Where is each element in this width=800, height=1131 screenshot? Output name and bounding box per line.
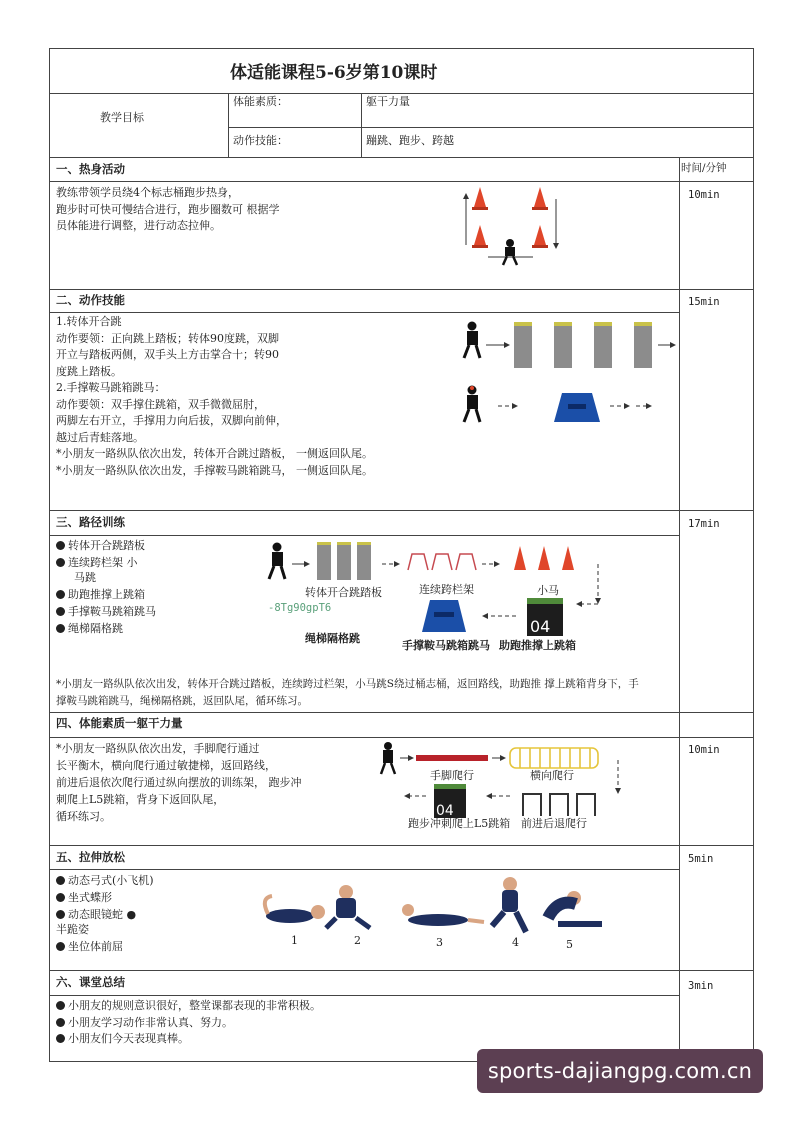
divider [228,127,754,128]
divider [49,995,679,996]
caption-jump-board: 转体开合跳踏板 [305,586,382,599]
motor-skill-key: 动作技能： [233,134,288,147]
box-number: 04 [530,617,551,636]
caption-sprint-box: 跑步冲刺爬上L5跳箱 [408,817,511,830]
warmup-cone-diagram [458,185,568,270]
bullet-dot [56,607,65,616]
stretch-time: 5min [688,853,714,865]
box-number: 04 [436,803,454,819]
divider [361,93,362,157]
pose-number: 2 [354,934,361,947]
path-time: 17min [688,518,720,530]
cone-icon [562,546,574,570]
step-board-icon [357,542,371,580]
divider [49,181,754,182]
step-board-icon [317,542,331,580]
bow-pose-figure [265,896,325,923]
child-runner-icon [269,543,285,580]
pose-number: 4 [512,936,519,949]
skills-time: 15min [688,296,720,308]
cone-icon [472,187,488,210]
jump-box-icon [527,598,563,636]
caption-rope-ladder: 绳梯隔格跳 [305,632,360,645]
objectives-label: 教学目标 [100,111,144,124]
cone-icon [514,546,526,570]
seated-forward-bend-figure [548,891,602,924]
stretch-bullet-continuation: 半跪姿 [56,923,89,936]
path-bullet-continuation: 马跳 [74,571,96,584]
fitness-quality-value: 躯干力量 [366,95,410,108]
step-board-icon [554,322,572,368]
cone-icon [532,187,548,210]
bullet-dot [56,558,65,567]
summary-bullet: 小朋友们今天表现真棒。 [56,1031,189,1048]
divider [49,312,679,313]
cone-icon [538,546,550,570]
child-runner-icon [464,386,480,423]
stretch-bullet: 坐式蝶形 [56,890,112,907]
stretch-poses-illustration [258,874,608,954]
path-bullet: 助跑推撑上跳箱 [56,587,145,604]
path-bullet: 转体开合跳踏板 [56,538,145,555]
core-description: *小朋友一路纵队依次出发，手脚爬行通过 长平衡木，横向爬行通过敏捷梯，返回路线， 前进后退依次爬行通过纵向摆放的训练架， 跑步冲 刺爬上L5跳箱，背身下返回队尾， 循环练习。 [56,742,302,823]
bullet-dot [56,893,65,902]
section-heading-stretch: 五、拉伸放松 [56,850,125,864]
caption-vault-box: 手撑鞍马跳箱跳马 [402,639,490,652]
section-heading-path: 三、路径训练 [56,515,125,529]
vault-box-icon [554,393,600,422]
caption-hand-foot-crawl: 手脚爬行 [430,769,474,782]
divider [49,970,754,971]
child-runner-icon [503,239,517,265]
training-frame-icon [523,794,595,816]
divider [49,712,754,713]
section-heading-summary: 六、课堂总结 [56,975,125,989]
divider [49,535,679,536]
bullet-dot [56,876,65,885]
caption-forward-back-crawl: 前进后退爬行 [521,817,587,830]
divider [49,869,679,870]
fitness-quality-key: 体能素质： [233,95,288,108]
path-note: *小朋友一路纵队依次出发，转体开合跳过踏板，连续跨过栏架，小马跳S绕过桶志桶，返回路线，助跑推 撑上跳箱背身下，手 撑鞍马跳箱跳马，绳梯隔格跳，返回队尾，循环练习。 [56,678,639,707]
divider [49,157,754,158]
vault-box-icon [422,600,466,632]
summary-bullet: 小朋友的规则意识很好，整堂课都表现的非常积极。 [56,998,321,1015]
skills-description: 1.转体开合跳 动作要领：正向跳上踏板；转体90度跳，双脚 开立与踏板两侧，双手头上方击掌合十；转90 度跳上踏板。 2.手撑鞍马跳箱跳马： 动作要领：双手撑住跳箱，双手微微屈肘， 两脚左右开立，手撑用力向后拔，双脚向前伸， 越过后青蛙落地。 *小朋友一路纵队依次出发，转体开合跳过踏板， 一侧返回队尾。 *小朋友一路纵队依次出发，手撑鞍马跳箱跳马， 一侧返回队尾。 [56,315,373,477]
bullet-dot [56,624,65,633]
time-column-header: 时间/分钟 [681,162,727,174]
core-time: 10min [688,744,720,756]
caption-pony: 小马 [537,584,559,597]
step-board-icon [337,542,351,580]
section-heading-warmup: 一、热身活动 [56,162,125,176]
caption-code: -8Tg90gpT6 [268,602,332,614]
divider [679,157,680,1062]
pose-number: 3 [436,936,443,949]
child-runner-icon [381,742,395,774]
pose-number: 1 [291,934,298,947]
summary-time: 3min [688,980,714,992]
hurdle-icon [408,554,476,570]
warmup-time: 10min [688,189,720,201]
jump-box-icon [434,784,466,819]
section-heading-skills: 二、动作技能 [56,293,125,307]
stretch-bullet: 坐位体前屈 [56,939,123,956]
bullet-dot [56,910,65,919]
caption-side-crawl: 横向爬行 [530,769,574,782]
bullet-dot [56,1034,65,1043]
page-title: 体适能课程5-6岁第10课时 [230,63,438,83]
skills-diagram [458,318,680,433]
stretch-bullet: 动态眼镜蛇 ● [56,907,136,924]
bullet-dot [56,942,65,951]
bullet-dot [56,541,65,550]
cone-icon [532,225,548,248]
stretch-bullet: 动态弓式(小飞机) [56,873,154,890]
divider [49,510,754,511]
divider [49,289,754,290]
divider [49,737,754,738]
agility-ladder-icon [510,748,598,768]
balance-beam-icon [416,755,488,761]
path-bullet: 连续跨栏架 小 [56,555,138,572]
cone-icon [472,225,488,248]
bullet-dot [56,590,65,599]
half-kneel-pose-figure [492,877,526,932]
step-board-icon [514,322,532,368]
summary-bullet: 小朋友学习动作非常认真、努力。 [56,1015,233,1032]
divider [49,845,754,846]
step-board-icon [634,322,652,368]
bullet-dot [56,1001,65,1010]
bullet-dot [56,1018,65,1027]
butterfly-pose-figure [326,885,370,928]
divider [228,93,229,157]
section-heading-core: 四、体能素质一躯干力量 [56,716,183,730]
step-board-icon [594,322,612,368]
watermark-link[interactable]: sports-dajiangpg.com.cn [477,1049,763,1093]
caption-run-up-box: 助跑推撑上跳箱 [499,639,576,652]
caption-hurdles: 连续跨栏架 [419,583,474,596]
path-bullet: 手撑鞍马跳箱跳马 [56,604,156,621]
warmup-description: 教练带领学员绕4个标志桶跑步热身， 跑步时可快可慢结合进行，跑步圈数可 根据学 员体能进行调整，进行动态拉伸。 [56,186,280,232]
path-bullet: 绳梯隔格跳 [56,621,123,638]
cobra-pose-figure [402,904,484,926]
motor-skill-value: 蹦跳、跑步、跨越 [366,134,454,147]
child-runner-icon [464,322,480,359]
pose-number: 5 [566,938,573,951]
